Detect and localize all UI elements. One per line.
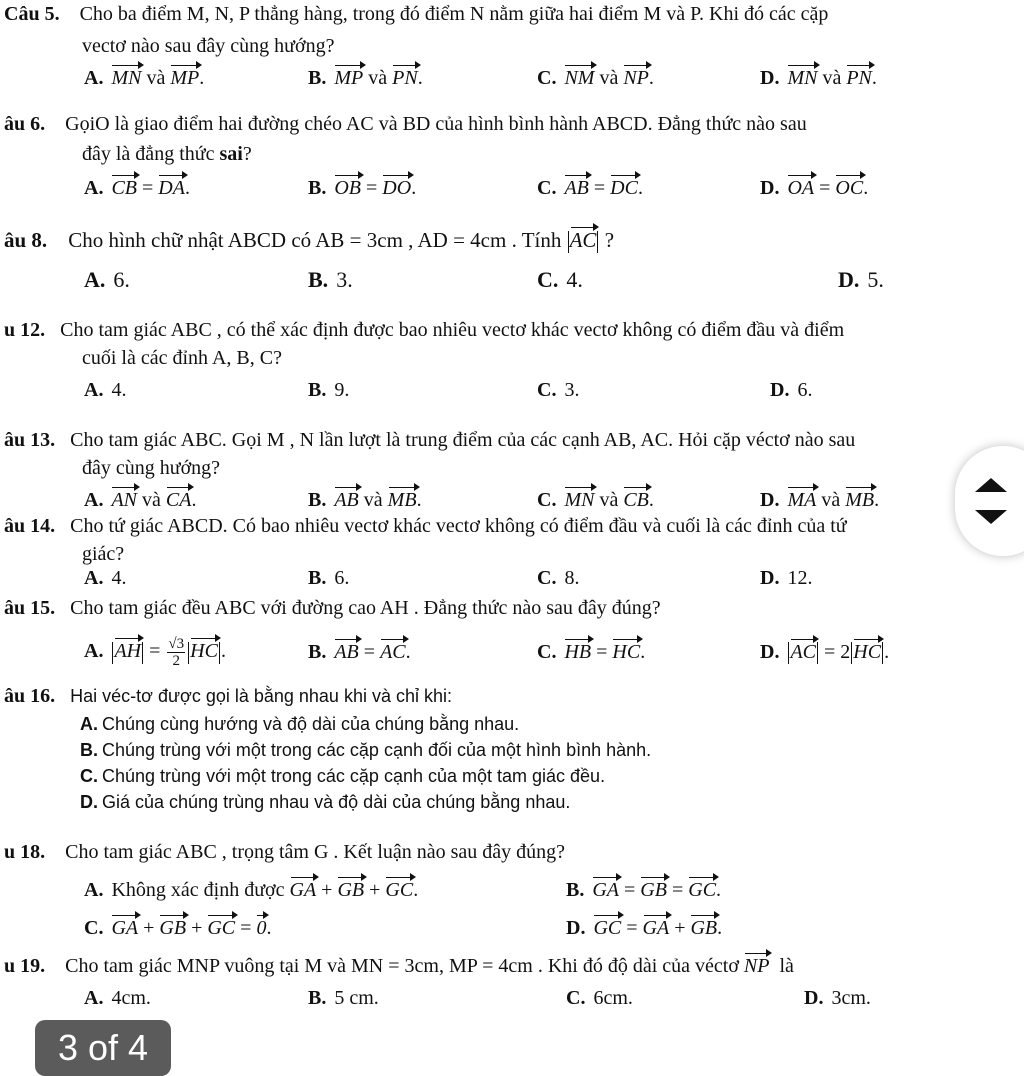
q8-option-c: C. 4.	[537, 267, 583, 292]
chevron-up-icon[interactable]	[975, 478, 1007, 492]
q15-option-b: B. AB = AC.	[308, 638, 411, 664]
q14-option-c: C. 8.	[537, 567, 580, 589]
q5-option-b: B. MP và PN.	[308, 64, 423, 90]
q14-option-a: A. 4.	[84, 567, 127, 589]
chevron-down-icon[interactable]	[975, 510, 1007, 524]
q12-option-d: D. 6.	[770, 379, 813, 401]
q18-label: u 18.	[4, 841, 46, 863]
q16-option-d: D. Giá của chúng trùng nhau và độ dài của chúng bằng nhau.	[80, 792, 571, 812]
q12-option-a: A. 4.	[84, 379, 127, 401]
q14-option-d: D. 12.	[760, 567, 813, 589]
q18-option-c: C. GA + GB + GC = 0.	[84, 914, 271, 940]
q13-label: âu 13.	[4, 429, 56, 451]
q8-option-d: D. 5.	[838, 267, 884, 292]
q5-line1	[4, 2, 828, 26]
q18-option-b: B. GA = GB = GC.	[566, 876, 721, 902]
q19-option-d: D. 3cm.	[804, 987, 871, 1009]
q5-label: Câu 5.	[4, 3, 60, 25]
q14-line1: âu 14. Cho tứ giác ABCD. Có bao nhiêu vectơ khác vectơ không có điểm đầu và cuối là các đỉnh của tứ	[4, 515, 847, 537]
q12-line2: cuối là các đỉnh A, B, C?	[82, 347, 282, 369]
q6-option-d: D. OA = OC.	[760, 174, 868, 200]
q8-line: âu 8. Cho hình chữ nhật ABCD có AB = 3cm , AD = 4cm . Tính AC ?	[4, 228, 615, 252]
q19-option-c: C. 6cm.	[566, 987, 633, 1009]
q18-option-a: A. Không xác định được GA + GB + GC.	[84, 876, 418, 902]
q12-line1: u 12. Cho tam giác ABC , có thể xác định được bao nhiêu vectơ khác vectơ không có điểm đầu và điểm	[4, 319, 845, 341]
page-indicator: 3 of 4	[35, 1020, 171, 1076]
q12-option-b: B. 9.	[308, 379, 350, 401]
q6-option-a: A. CB = DA.	[84, 174, 190, 200]
q18-line: u 18. Cho tam giác ABC , trọng tâm G . Kết luận nào sau đây đúng?	[4, 841, 566, 863]
q19-label: u 19.	[4, 955, 46, 977]
q15-label: âu 15.	[4, 597, 56, 619]
q15-line: âu 15. Cho tam giác đều ABC với đường cao AH . Đẳng thức nào sau đây đúng?	[4, 597, 661, 619]
q14-line2: giác?	[82, 543, 125, 565]
sqrt3-over-2: $\frac{√3}{2}$	[168, 636, 185, 669]
q19-line: u 19. Cho tam giác MNP vuông tại M và MN = 3cm, MP = 4cm . Khi đó độ dài của véctơ NP là	[4, 952, 794, 978]
q15-option-d: D. AC = 2 HC .	[760, 638, 889, 664]
q13-line2: đây cùng hướng?	[82, 457, 221, 479]
q14-option-b: B. 6.	[308, 567, 350, 589]
q5-line2: vectơ nào sau đây cùng hướng?	[82, 35, 335, 57]
q19-option-a: A. 4cm.	[84, 987, 151, 1009]
page-scroll-control[interactable]	[955, 446, 1024, 556]
q6-option-b: B. OB = DO.	[308, 174, 416, 200]
q5-text1: Cho ba điểm M, N, P thẳng hàng, trong đó điểm N nằm giữa hai điểm M và P. Khi đó các cặp	[79, 3, 829, 25]
q8-option-b: B. 3.	[308, 267, 353, 292]
q6-text1: GọiO là giao điểm hai đường chéo AC và BD của hình bình hành ABCD. Đẳng thức nào sau	[65, 113, 807, 135]
q16-line: âu 16. Hai véc-tơ được gọi là bằng nhau khi và chỉ khi:	[4, 685, 452, 707]
q16-option-a: A. Chúng cùng hướng và độ dài của chúng bằng nhau.	[80, 714, 520, 734]
q14-label: âu 14.	[4, 515, 56, 537]
q19-option-b: B. 5 cm.	[308, 987, 379, 1009]
q16-option-c: C. Chúng trùng với một trong các cặp cạnh của một tam giác đều.	[80, 766, 606, 786]
q13-option-b: B. AB và MB.	[308, 486, 422, 512]
q8-option-a: A. 6.	[84, 267, 130, 292]
q16-label: âu 16.	[4, 685, 56, 707]
q6-line2: đây là đẳng thức sai?	[82, 143, 252, 165]
q13-option-c: C. MN và CB.	[537, 486, 654, 512]
q18-option-d: D. GC = GA + GB.	[566, 914, 722, 940]
q12-option-c: C. 3.	[537, 379, 580, 401]
q5-option-c: C. NM và NP.	[537, 64, 654, 90]
q13-line1: âu 13. Cho tam giác ABC. Gọi M , N lần lượt là trung điểm của các cạnh AB, AC. Hỏi cặp véctơ nào sau	[4, 429, 856, 451]
q12-label: u 12.	[4, 319, 46, 341]
q6-option-c: C. AB = DC.	[537, 174, 643, 200]
q15-option-c: C. HB = HC.	[537, 638, 645, 664]
q15-option-a: A. AH = $\frac{√3}{2}$ HC .	[84, 636, 226, 669]
q16-option-b: B. Chúng trùng với một trong các cặp cạnh đối của một hình bình hành.	[80, 740, 652, 760]
q13-option-a: A. AN và CA.	[84, 486, 196, 512]
q6-line1	[4, 112, 807, 136]
q5-option-d: D. MN và PN.	[760, 64, 877, 90]
q8-label: âu 8.	[4, 228, 48, 252]
q6-label: âu 6.	[4, 113, 46, 135]
q13-option-d: D. MA và MB.	[760, 486, 879, 512]
q5-option-a: A. MN và MP.	[84, 64, 204, 90]
